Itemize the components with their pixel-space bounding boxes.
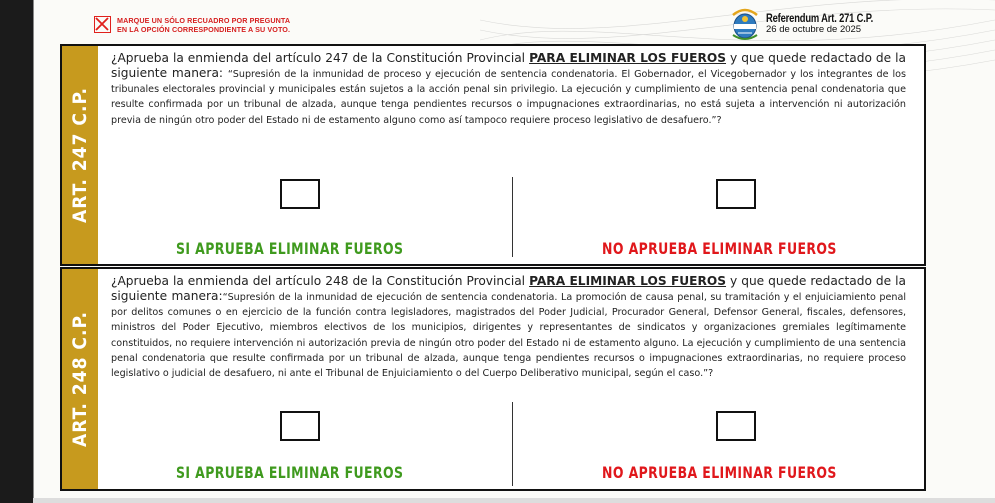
no-option-label: NO APRUEBA ELIMINAR FUEROS	[602, 239, 837, 258]
question-block-art-247	[60, 44, 926, 266]
x-mark-box-icon	[94, 16, 111, 33]
article-side-band	[62, 269, 98, 489]
question-emphasis: PARA ELIMINAR LOS FUEROS	[529, 274, 727, 288]
article-label: ART. 248 C.P.	[69, 311, 91, 447]
question-text	[111, 51, 906, 127]
question-block-art-248	[60, 267, 926, 491]
article-side-band	[62, 46, 98, 264]
question-amendment-text: “Supresión de la inmunidad de ejecución de sentencia condenatoria. La promoción de causa penal, su tramitación y el enjuiciamiento penal por delitos comunes o en ejercicio de la función contra legisladores, magistrados del Poder Judicial, Procurador General, Defensor General, fiscales, defensores, ministros del Poder Ejecutivo, miembros electivos de los municipios, dirigentes y representantes de sindicatos y organizaciones gremiales legítimamente constituidos, no requiere intervención ni autorización previa de ningún otro poder del Estado ni de estamento alguno. La ejecución y cumplimiento de una sentencia penal condenatoria que resulte confirmada por un tribunal de alzada, aunque tenga pendientes recursos o impugnaciones extraordinarias, no requiere proceso legislativo o judicial de desafuero, ni ante el Tribunal de Enjuiciamiento o del Cuerpo Deliberativo municipal, según el caso.”?	[111, 292, 906, 380]
question-lead: ¿Aprueba la enmienda del artículo 248 de la Constitución Provincial	[111, 274, 530, 288]
referendum-title: Referendum Art. 271 C.P.	[766, 11, 874, 25]
instruction-text	[117, 16, 290, 34]
yes-checkbox[interactable]	[280, 179, 320, 209]
referendum-date: 26 de octubre de 2025	[766, 24, 862, 35]
question-lead: ¿Aprueba la enmienda del artículo 247 de la Constitución Provincial	[111, 51, 530, 65]
option-divider	[512, 177, 513, 257]
question-amendment-text: “Supresión de la inmunidad de proceso y ejecución de sentencia condenatoria. El Gobernador, el Vicegobernador y los integrantes de los tribunales electorales provincial y municipales están sujetos a la acción penal sin privilegio. La ejecución y cumplimiento de una sentencia penal condenatoria que resulte confirmada por un tribunal de alzada, aunque tenga pendientes recursos o impugnaciones extraordinarias, no está sujeta a intervención ni autorización previa de ningún otro poder del Estado ni de estamento alguno como así tampoco requiere proceso legislativo de desafuero.”?	[111, 69, 906, 126]
paper-bottom-edge	[33, 498, 995, 503]
option-divider	[512, 402, 513, 486]
yes-checkbox[interactable]	[280, 411, 320, 441]
no-checkbox[interactable]	[716, 411, 756, 441]
question-emphasis: PARA ELIMINAR LOS FUEROS	[529, 51, 727, 65]
yes-option-label: SI APRUEBA ELIMINAR FUEROS	[176, 239, 404, 258]
question-lead-end: y que quede redactado de la siguiente manera:	[111, 274, 906, 303]
no-option-label: NO APRUEBA ELIMINAR FUEROS	[602, 463, 837, 482]
question-lead-end: y que quede redactado de la siguiente manera:	[111, 51, 906, 80]
article-label: ART. 247 C.P.	[69, 87, 91, 223]
no-checkbox[interactable]	[716, 179, 756, 209]
instruction-header	[94, 16, 290, 34]
yes-option-label: SI APRUEBA ELIMINAR FUEROS	[176, 463, 404, 482]
instruction-line-1: MARQUE UN SÓLO RECUADRO POR PREGUNTA	[117, 16, 291, 25]
provincial-seal-icon	[729, 7, 761, 41]
paper-edge	[33, 0, 34, 503]
referendum-heading	[766, 11, 903, 35]
instruction-line-2: EN LA OPCIÓN CORRESPONDIENTE A SU VOTO.	[117, 25, 291, 34]
question-text	[111, 274, 906, 380]
